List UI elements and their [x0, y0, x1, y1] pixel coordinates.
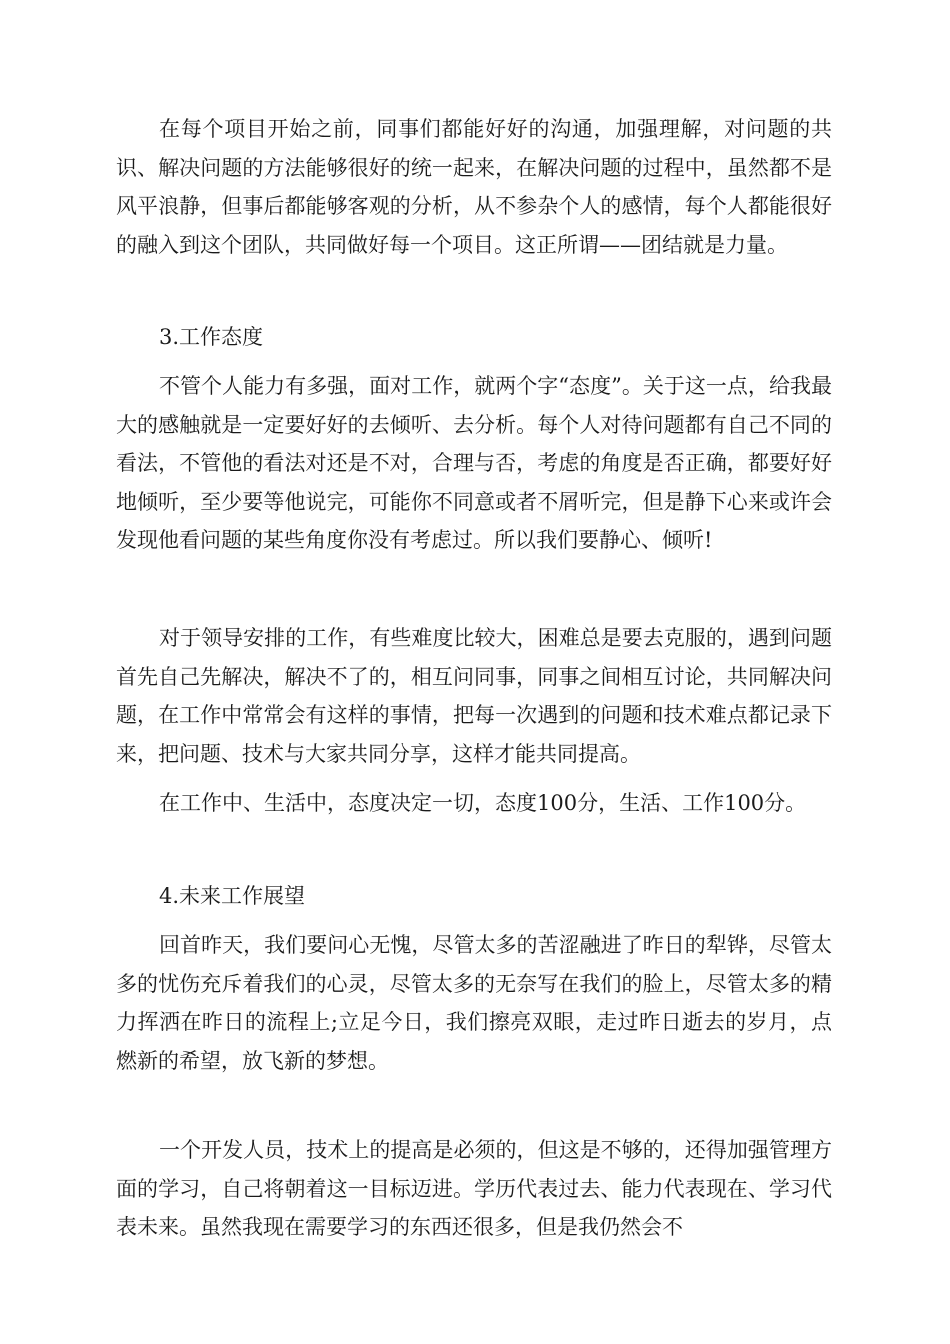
section-heading-future-outlook: 4.未来工作展望 — [159, 884, 306, 908]
paragraph-team-communication: 在每个项目开始之前，同事们都能好好的沟通，加强理解，对问题的共识、解决问题的方法能够很好的统一起来，在解决问题的过程中，虽然都不是风平浪静，但事后都能够客观的分析，从不参杂个人的感情，每个人都能很好的融入到这个团队，共同做好每一个项目。这正所谓——团结就是力量。 — [116, 117, 832, 257]
paragraph-attitude-decides-all: 在工作中、生活中，态度决定一切，态度100分，生活、工作100分。 — [159, 791, 807, 815]
paragraph-leader-assigned-work: 对于领导安排的工作，有些难度比较大，困难总是要去克服的，遇到问题首先自己先解决，解决不了的，相互问同事，同事之间相互讨论，共同解决问题，在工作中常常会有这样的事情，把每一次遇到的问题和技术难点都记录下来，把问题、技术与大家共同分享，这样才能共同提高。 — [116, 626, 832, 766]
section-heading-work-attitude: 3.工作态度 — [159, 325, 264, 349]
paragraph-developer-growth: 一个开发人员，技术上的提高是必须的，但这是不够的，还得加强管理方面的学习，自己将朝着这一目标迈进。学历代表过去、能力代表现在、学习代表未来。虽然我现在需要学习的东西还很多，但是我仍然会不 — [116, 1138, 832, 1239]
paragraph-looking-back: 回首昨天，我们要问心无愧，尽管太多的苦涩融进了昨日的犁铧，尽管太多的忧伤充斥着我们的心灵，尽管太多的无奈写在我们的脸上，尽管太多的精力挥洒在昨日的流程上;立足今日，我们擦亮双眼，走过昨日逝去的岁月，点燃新的希望，放飞新的梦想。 — [116, 933, 832, 1073]
paragraph-attitude-listening: 不管个人能力有多强，面对工作，就两个字“态度”。关于这一点，给我最大的感触就是一定要好好的去倾听、去分析。每个人对待问题都有自己不同的看法，不管他的看法对还是不对，合理与否，考虑的角度是否正确，都要好好地倾听，至少要等他说完，可能你不同意或者不屑听完，但是静下心来或许会发现他看问题的某些角度你没有考虑过。所以我们要静心、倾听! — [116, 374, 832, 552]
